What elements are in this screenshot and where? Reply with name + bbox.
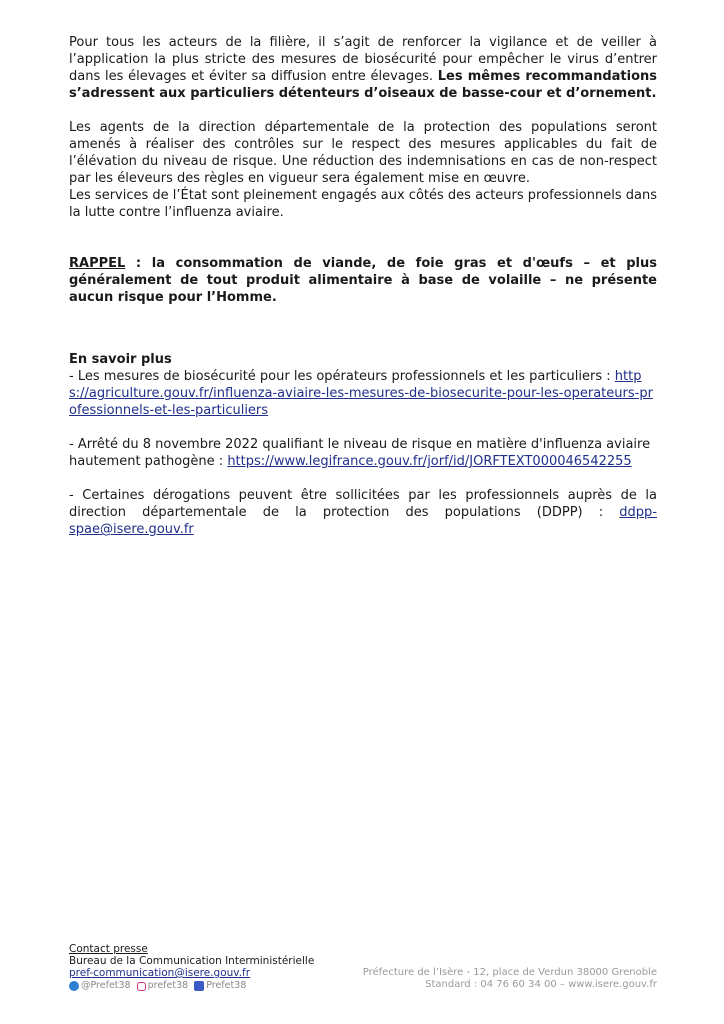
bold-recommendation: Les mêmes recommandations s’adressent aux particuliers détenteurs d’oiseaux de basse-cour et d’ornement. — [69, 69, 658, 101]
facebook-icon — [194, 981, 204, 991]
paragraph-controls: Les agents de la direction départementale de la protection des populations seront amenés à réaliser des contrôles sur le respect des mesures applicables du fait de l’élévation du niveau de risque. Une réduction des indemnisations en cas de non-respect par les éleveurs des règles en vigueur sera également mise en œuvre. — [69, 120, 657, 186]
twitter-icon — [69, 981, 79, 991]
document-body — [69, 34, 657, 538]
prefecture-standard: Standard : 04 76 60 34 00 – www.isere.gouv.fr — [425, 979, 657, 990]
biosecurity-link[interactable]: https://agriculture.gouv.fr/influenza-aviaire-les-mesures-de-biosecurite-pour-les-operateurs-professionnels-et-les-particuliers — [69, 369, 653, 418]
more-info-item-derogations: - Certaines dérogations peuvent être sollicitées par les professionnels auprès de la direction départementale de la protection des populations (DDPP) : ddpp-spae@isere.gouv.fr — [69, 488, 657, 537]
contact-title: Contact presse — [69, 943, 148, 955]
instagram-link[interactable]: prefet38 — [137, 980, 189, 992]
paragraph-rappel: RAPPEL : la consommation de viande, de foie gras et d'œufs – et plus généralement de tout produit alimentaire à base de volaille – ne présente aucun risque pour l’Homme. — [69, 256, 657, 305]
prefecture-address-block — [363, 967, 657, 991]
ddpp-email-link[interactable]: ddpp-spae@isere.gouv.fr — [69, 505, 657, 537]
more-info-title: En savoir plus — [69, 352, 172, 367]
legifrance-link[interactable]: https://www.legifrance.gouv.fr/jorf/id/JORFTEXT000046542255 — [227, 454, 632, 469]
more-info-item-arrete: - Arrêté du 8 novembre 2022 qualifiant le niveau de risque en matière d'influenza aviaire hautement pathogène : https://www.legifrance.gouv.fr/jorf/id/JORFTEXT000046542255 — [69, 437, 651, 469]
page-footer — [69, 943, 657, 992]
paragraph-vigilance: Pour tous les acteurs de la filière, il s’agit de renforcer la vigilance et de veiller à l’application la plus stricte des mesures de biosécurité pour empêcher le virus d’entrer dans les élevages et éviter sa diffusion entre élevages. Les mêmes recommandations s’adressent aux particuliers détenteurs d’oiseaux de basse-cour et d’ornement. — [69, 35, 658, 101]
bureau-name: Bureau de la Communication Interministérielle — [69, 955, 315, 967]
rappel-label: RAPPEL — [69, 256, 126, 271]
prefecture-address: Préfecture de l’Isère - 12, place de Verdun 38000 Grenoble — [362, 967, 657, 978]
more-info-item-biosecurity: - Les mesures de biosécurité pour les opérateurs professionnels et les particuliers : https://agriculture.gouv.fr/influenza-aviaire-les-mesures-de-biosecurite-pour-les-operateurs-professionnels-et-les-particuliers — [69, 369, 653, 418]
twitter-link[interactable]: @Prefet38 — [69, 980, 131, 992]
facebook-link[interactable]: Prefet38 — [194, 980, 246, 992]
instagram-icon — [137, 982, 146, 991]
press-email-link[interactable]: pref-communication@isere.gouv.fr — [69, 967, 251, 979]
paragraph-state-services: Les services de l’État sont pleinement engagés aux côtés des acteurs professionnels dans la lutte contre l’influenza aviaire. — [69, 188, 657, 220]
